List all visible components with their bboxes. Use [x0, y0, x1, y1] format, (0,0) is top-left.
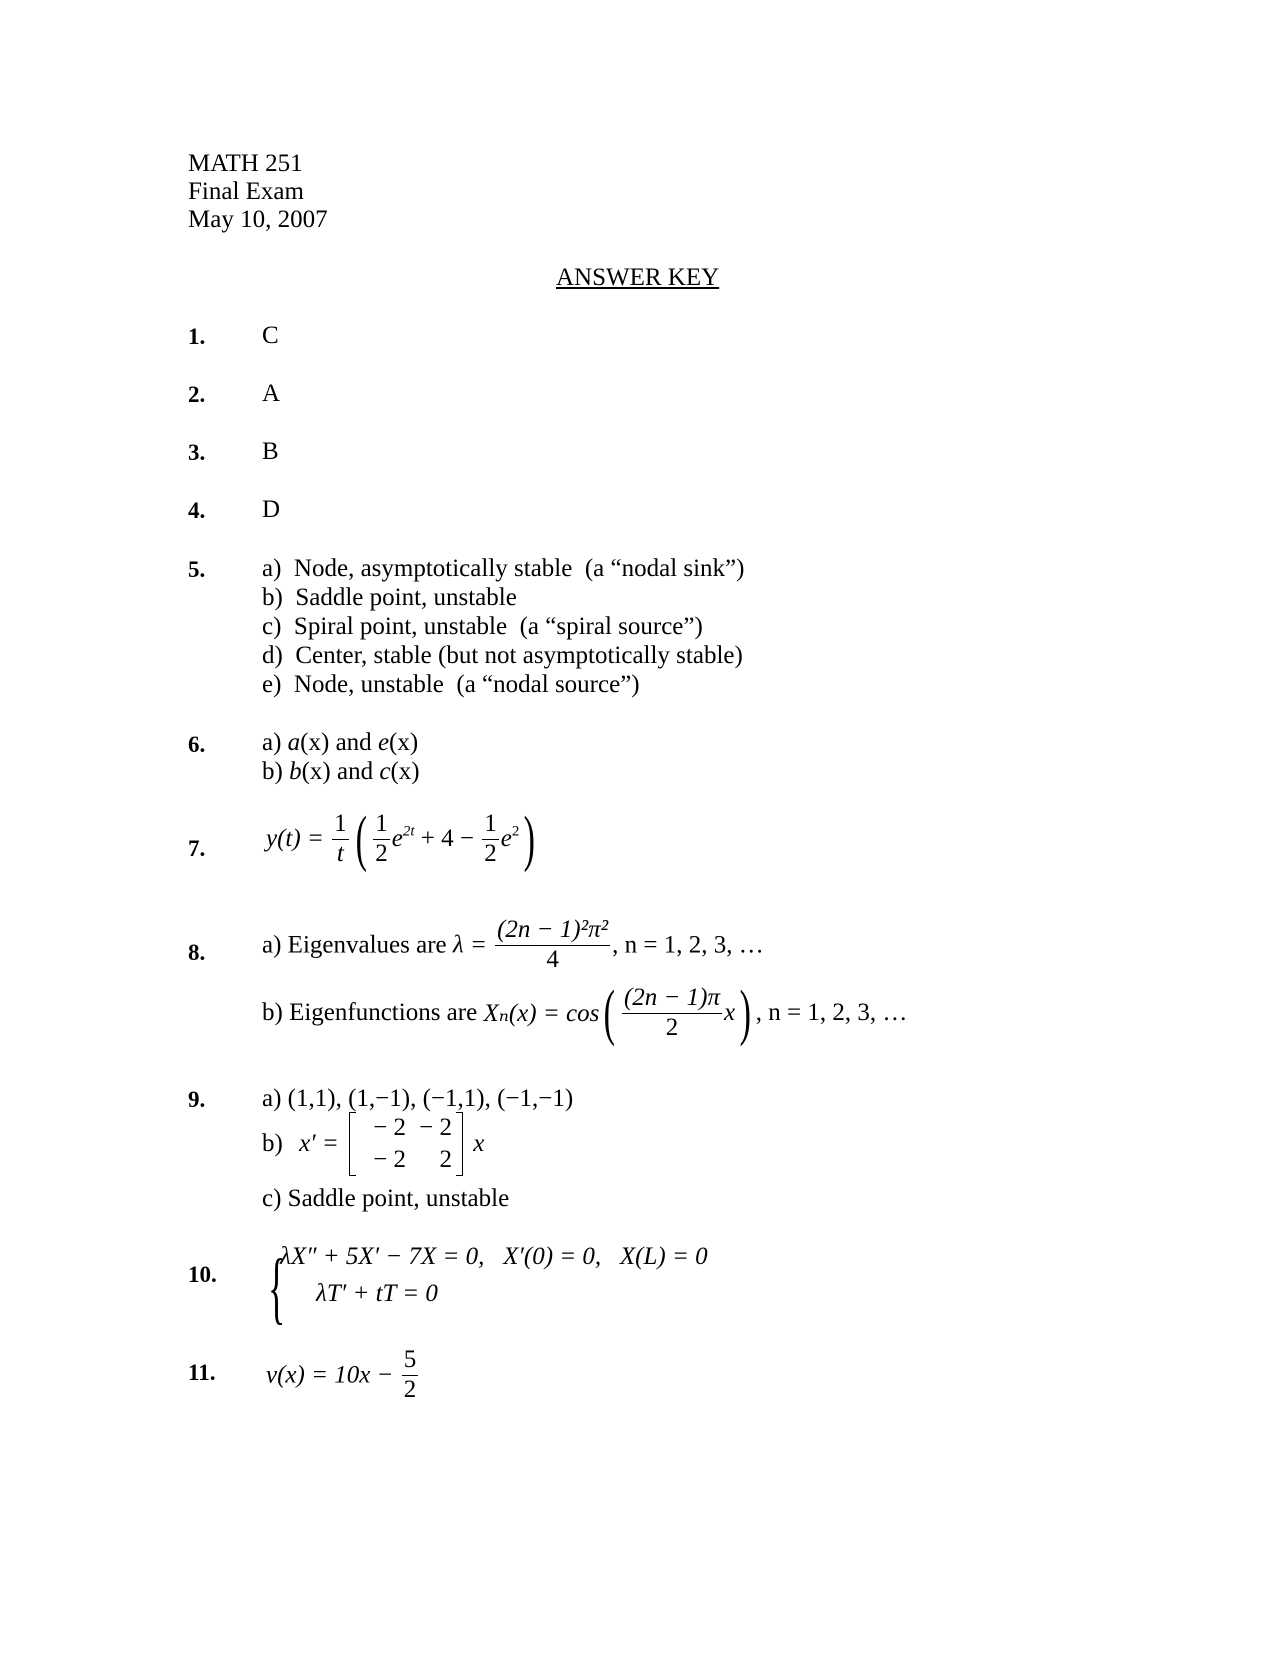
answer-11-num: 5 — [402, 1346, 419, 1376]
answer-9c: c) Saddle point, unstable — [262, 1185, 510, 1212]
answer-6b — [262, 757, 420, 786]
answer-6b-func1: b — [289, 758, 302, 785]
matrix-cell-21: − 2 — [373, 1146, 407, 1173]
question-number-11: 11. — [188, 1360, 216, 1385]
answer-7-half-frac-1 — [373, 810, 390, 869]
exam-name: Final Exam — [188, 178, 304, 205]
answer-8a-den: 4 — [546, 945, 559, 973]
answer-7-formula — [266, 805, 540, 873]
answer-7-outer-frac — [332, 810, 349, 869]
answer-7-left-paren: ( — [355, 805, 367, 873]
answer-6a — [262, 728, 418, 757]
answer-9b-lhs: x′ = — [299, 1130, 339, 1157]
answer-5b: b) Saddle point, unstable — [262, 584, 517, 611]
answer-6a-prefix: a) — [262, 729, 282, 756]
answer-8b-prefix: b) Eigenfunctions are — [262, 999, 478, 1026]
answer-7-e1: e — [391, 825, 403, 852]
answer-11-den: 2 — [403, 1375, 417, 1403]
question-number-8: 8. — [188, 940, 206, 965]
answer-9b — [262, 1112, 484, 1176]
answer-7-exp-2t: 2t — [402, 823, 415, 840]
answer-1: C — [262, 322, 279, 349]
answer-10-brace: { — [268, 1244, 286, 1332]
answer-4: D — [262, 496, 281, 523]
answer-8b-left-paren: ( — [603, 979, 616, 1047]
matrix-grid — [356, 1112, 456, 1176]
answer-6b-arg1: (x) — [301, 758, 331, 785]
answer-8a-suffix: , n = 1, 2, 3, … — [612, 931, 764, 959]
answer-8a-lambda: λ = — [452, 931, 487, 959]
answer-8a-num: (2n − 1)²π² — [495, 916, 610, 946]
matrix-cell-22: 2 — [439, 1146, 453, 1173]
answer-6b-func2: c — [379, 758, 391, 785]
answer-9b-x: x — [473, 1130, 485, 1157]
answer-6b-and: and — [336, 758, 374, 785]
question-number-2: 2. — [188, 382, 206, 407]
course-name: MATH 251 — [188, 150, 303, 177]
answer-6a-arg2: (x) — [389, 729, 419, 756]
answer-10-eq2: λT′ + tT = 0 — [316, 1280, 438, 1307]
question-number-5: 5. — [188, 557, 206, 582]
answer-8b-frac — [622, 984, 722, 1043]
answer-2: A — [262, 380, 281, 407]
question-number-1: 1. — [188, 324, 206, 349]
answer-7-exp-2: 2 — [511, 823, 520, 840]
answer-7-half-num-2: 1 — [482, 810, 499, 840]
answer-7-plus4: + 4 − — [420, 825, 474, 852]
question-number-10: 10. — [188, 1262, 217, 1287]
question-number-7: 7. — [188, 836, 206, 861]
answer-8a — [262, 916, 764, 975]
answer-5d: d) Center, stable (but not asymptotically stable) — [262, 642, 743, 669]
answer-9b-prefix: b) — [262, 1130, 283, 1157]
answer-6b-prefix: b) — [262, 758, 283, 785]
answer-11-frac — [402, 1346, 419, 1405]
matrix-cell-12: − 2 — [419, 1114, 453, 1141]
answer-7-half-frac-2 — [482, 810, 499, 869]
answer-7-half-num-1: 1 — [373, 810, 390, 840]
answer-8b-num: (2n − 1)π — [622, 984, 722, 1014]
answer-7-right-paren: ) — [523, 805, 536, 873]
answer-11-formula — [266, 1346, 420, 1405]
answer-7-half-den-1: 2 — [375, 839, 388, 867]
answer-10-eq1: λX″ + 5X′ − 7X = 0, X′(0) = 0, X(L) = 0 — [280, 1243, 708, 1270]
answer-7-e2: e — [500, 825, 512, 852]
answer-6a-arg1: (x) — [300, 729, 330, 756]
answer-7-outer-den: t — [336, 839, 344, 867]
answer-8b-lhs: Xₙ(x) = cos — [483, 1000, 600, 1027]
answer-5a: a) Node, asymptotically stable (a “nodal sink”) — [262, 555, 745, 582]
exam-date: May 10, 2007 — [188, 206, 328, 233]
answer-5c: c) Spiral point, unstable (a “spiral source”) — [262, 613, 703, 640]
answer-3: B — [262, 438, 279, 465]
answer-8b-right-paren: ) — [739, 979, 752, 1047]
matrix-left-bracket — [349, 1112, 356, 1176]
matrix-right-bracket — [456, 1112, 463, 1176]
answer-8a-frac — [495, 916, 610, 975]
question-number-9: 9. — [188, 1087, 206, 1112]
answer-7-outer-num: 1 — [332, 810, 349, 840]
answer-8a-prefix: a) Eigenvalues are — [262, 931, 447, 959]
answer-9a: a) (1,1), (1,−1), (−1,1), (−1,−1) — [262, 1085, 574, 1112]
answer-8b-x: x — [724, 999, 736, 1026]
answer-5e: e) Node, unstable (a “nodal source”) — [262, 671, 640, 698]
question-number-4: 4. — [188, 498, 206, 523]
answer-6b-arg2: (x) — [390, 758, 420, 785]
question-number-6: 6. — [188, 732, 206, 757]
answer-7-half-den-2: 2 — [484, 839, 497, 867]
answer-8b-den: 2 — [665, 1013, 679, 1041]
answer-6a-func1: a — [287, 729, 301, 756]
answer-7-lhs: y(t) = — [266, 825, 324, 852]
page-title: ANSWER KEY — [556, 264, 720, 291]
answer-11-lhs: v(x) = 10x − — [266, 1361, 394, 1389]
answer-6a-and: and — [335, 729, 372, 756]
answer-8b-suffix: , n = 1, 2, 3, … — [755, 999, 908, 1026]
answer-8b — [262, 979, 908, 1047]
question-number-3: 3. — [188, 440, 206, 465]
answer-9b-matrix — [349, 1112, 463, 1176]
answer-6a-func2: e — [377, 729, 390, 756]
matrix-cell-11: − 2 — [373, 1114, 407, 1141]
